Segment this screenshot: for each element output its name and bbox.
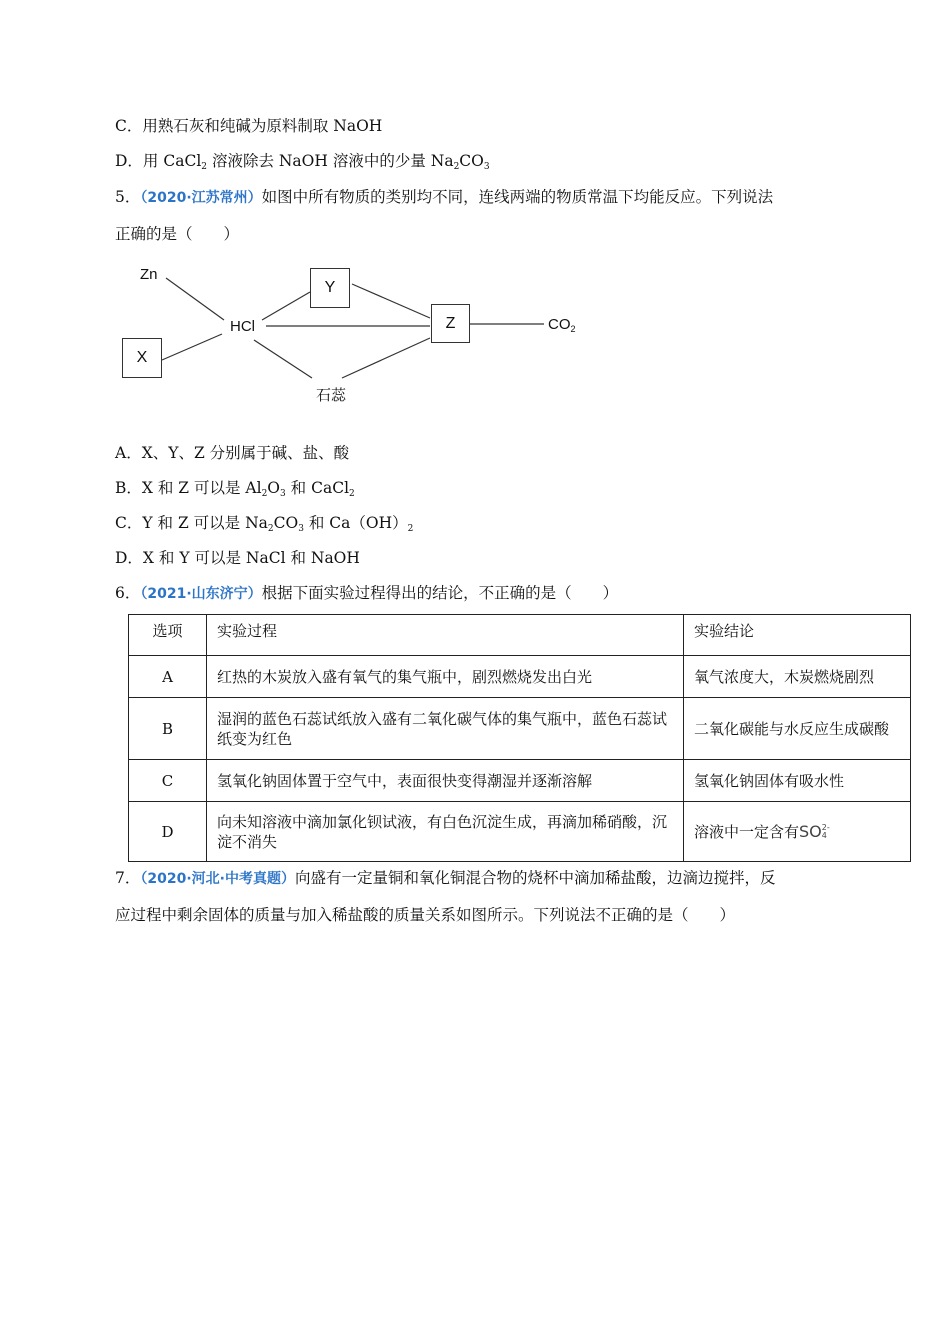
box-z-label: Z: [445, 314, 456, 332]
q7-number: 7．: [115, 869, 141, 887]
q5-source: （2020·江苏常州）: [140, 190, 262, 206]
sub: 2: [407, 524, 414, 534]
sub: 2: [201, 162, 208, 172]
row-process: 氢氧化钠固体置于空气中，表面很快变得潮湿并逐渐溶解: [207, 760, 684, 802]
q7-source: （2020·河北·中考真题）: [140, 871, 295, 887]
box-y: [310, 268, 350, 308]
line-zn-hcl: [166, 278, 224, 320]
q7-text2: 应过程中剩余固体的质量与加入稀盐酸的质量关系如图所示。下列说法不正确的是（ ）: [115, 906, 736, 924]
option-d-text-2: 溶液除去 NaOH 溶液中的少量 Na: [207, 152, 454, 170]
q5-option-a-text: A．X、Y、Z 分别属于碱、盐、酸: [115, 444, 350, 462]
label-zn: Zn: [140, 266, 158, 283]
so4-sub: 4: [821, 831, 827, 840]
q5-text1: 如图中所有物质的类别均不同，连线两端的物质常温下均能反应。下列说法: [261, 188, 774, 206]
table-row: [129, 760, 911, 802]
label-litmus: 石蕊: [316, 387, 347, 404]
row-process: 向未知溶液中滴加氯化钡试液，有白色沉淀生成，再滴加稀硝酸，沉淀不消失: [207, 802, 684, 862]
sub: 2: [267, 524, 274, 534]
q6-stem: [115, 583, 618, 604]
text: O: [267, 479, 281, 497]
sub: 3: [483, 162, 490, 172]
sub: 3: [280, 489, 286, 499]
sub: 2: [261, 489, 268, 499]
option-d-text-1: D．用 CaCl: [115, 152, 202, 170]
row-option: D: [129, 802, 207, 862]
header-option: 选项: [129, 615, 207, 656]
q7-text1: 向盛有一定量铜和氧化铜混合物的烧杯中滴加稀盐酸，边滴边搅拌，反: [294, 869, 776, 887]
q6-text: 根据下面实验过程得出的结论，不正确的是（ ）: [261, 584, 619, 602]
table-row: [129, 656, 911, 698]
box-x-label: X: [136, 349, 148, 366]
line-litmus-z: [342, 338, 430, 378]
q7-stem-line2: [115, 905, 735, 925]
option-d-text-3: CO: [459, 152, 484, 170]
label-hcl: HCl: [230, 318, 255, 335]
q6-experiment-table: [128, 614, 911, 862]
q6-source: （2021·山东济宁）: [140, 586, 262, 602]
row-option: A: [129, 656, 207, 698]
text: CO: [273, 514, 299, 532]
line-hcl-litmus: [254, 340, 312, 378]
row-conclusion: 氢氧化钠固体有吸水性: [684, 760, 911, 802]
option-c-text: C．用熟石灰和纯碱为原料制取 NaOH: [115, 117, 383, 135]
option-d-prev: [115, 151, 490, 177]
text: C．Y 和 Z 可以是 Na: [115, 514, 268, 532]
q5-text2: 正确的是（ ）: [115, 225, 240, 243]
text: B．X 和 Z 可以是 Al: [115, 479, 262, 497]
q6-number: 6．: [115, 584, 141, 602]
sub: 2: [349, 489, 355, 499]
q5-number: 5．: [115, 188, 141, 206]
co2-text: CO: [548, 316, 571, 333]
row-conclusion-text: 溶液中一定含有: [694, 822, 800, 841]
so4-sup: 2-: [821, 823, 830, 832]
q5-stem-line1: [115, 187, 773, 208]
q5-option-c: [115, 513, 413, 539]
header-process: 实验过程: [207, 615, 684, 656]
box-x: [122, 338, 162, 378]
table-row: [129, 802, 911, 862]
table-header-row: [129, 615, 911, 656]
row-process: 红热的木炭放入盛有氧气的集气瓶中，剧烈燃烧发出白光: [207, 656, 684, 698]
box-y-label: Y: [324, 279, 336, 296]
box-z: [431, 304, 470, 343]
table-row: [129, 698, 911, 760]
text: 和 Ca（OH）: [303, 514, 408, 532]
label-co2: [548, 316, 576, 334]
row-process: 湿润的蓝色石蕊试纸放入盛有二氧化碳气体的集气瓶中，蓝色石蕊试纸变为红色: [207, 698, 684, 760]
sulfate-ion: [799, 822, 830, 841]
q5-option-b: [115, 478, 355, 504]
q5-option-a: [115, 443, 349, 463]
q5-reaction-diagram: [120, 258, 600, 418]
sub: 2: [453, 162, 460, 172]
row-conclusion: 二氧化碳能与水反应生成碳酸: [684, 698, 911, 760]
co2-sub: 2: [570, 324, 576, 334]
line-y-z: [352, 284, 430, 318]
so4-text: SO: [799, 821, 822, 841]
q7-stem-line1: [115, 868, 776, 889]
row-option: C: [129, 760, 207, 802]
line-x-hcl: [162, 334, 222, 360]
diagram-lines: [120, 258, 600, 418]
q5-stem-line2: [115, 224, 239, 244]
option-c-prev: [115, 116, 382, 136]
q5-option-d-text: D．X 和 Y 可以是 NaCl 和 NaOH: [115, 549, 360, 567]
header-conclusion: 实验结论: [684, 615, 911, 656]
line-hcl-y: [262, 292, 310, 320]
q5-option-d: [115, 548, 360, 568]
row-conclusion: [684, 802, 911, 862]
text: 和 CaCl: [285, 479, 350, 497]
sub: 3: [298, 524, 304, 534]
row-conclusion: 氧气浓度大，木炭燃烧剧烈: [684, 656, 911, 698]
row-option: B: [129, 698, 207, 760]
